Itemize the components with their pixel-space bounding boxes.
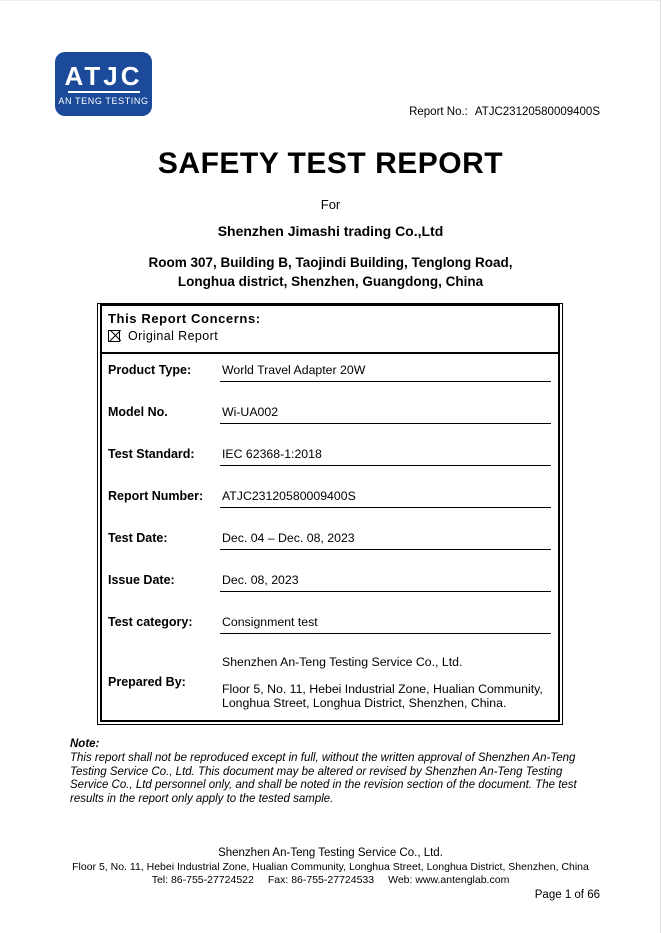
client-address-line2: Longhua district, Shenzhen, Guangdong, China — [177, 273, 484, 289]
table-row — [102, 564, 558, 606]
client-name: Shenzhen Jimashi trading Co.,Ltd — [217, 223, 444, 239]
row-label-issue-date: Issue Date: — [108, 573, 175, 587]
page-title: SAFETY TEST REPORT — [157, 147, 504, 180]
table-row — [102, 522, 558, 564]
row-value-test-category: Consignment test — [220, 615, 551, 634]
footer-web: Web: www.antenglab.com — [388, 874, 510, 886]
table-row — [102, 396, 558, 438]
row-label-test-standard: Test Standard: — [108, 447, 195, 461]
footer-tel: Tel: 86-755-27724522 — [151, 874, 254, 886]
for-label: For — [320, 197, 341, 212]
original-report-checkbox[interactable] — [108, 330, 120, 342]
row-label-test-date: Test Date: — [108, 531, 168, 545]
row-label-report-number: Report Number: — [108, 489, 204, 503]
original-report-option — [108, 329, 552, 343]
table-row — [102, 438, 558, 480]
table-row — [102, 480, 558, 522]
prepared-by-row — [102, 648, 558, 720]
prepared-by-address: Floor 5, No. 11, Hebei Industrial Zone, Hualian Community, Longhua Street, Longhua District, Shenzhen, China. — [222, 681, 543, 710]
logo-divider — [68, 91, 140, 93]
prepared-by-label: Prepared By: — [108, 675, 186, 689]
report-number-line — [409, 106, 600, 118]
row-value-report-number: ATJC23120580009400S — [220, 489, 551, 508]
table-row — [102, 354, 558, 396]
client-address — [0, 254, 661, 291]
row-value-model-no: Wi-UA002 — [220, 405, 551, 424]
atjc-logo — [55, 52, 152, 116]
row-label-test-category: Test category: — [108, 615, 193, 629]
footer-company: Shenzhen An-Teng Testing Service Co., Ltd. — [218, 847, 443, 859]
prepared-by-company: Shenzhen An-Teng Testing Service Co., Ltd. — [222, 654, 463, 669]
note-section — [70, 738, 600, 806]
row-value-test-date: Dec. 04 – Dec. 08, 2023 — [220, 531, 551, 550]
row-label-model-no: Model No. — [108, 405, 168, 419]
page-number: Page 1 of 66 — [534, 889, 600, 901]
report-concerns-title: This Report Concerns: — [108, 311, 261, 326]
row-value-test-standard: IEC 62368-1:2018 — [220, 447, 551, 466]
footer-contact — [0, 874, 661, 886]
original-report-label: Original Report — [128, 329, 219, 343]
report-info-table — [97, 303, 563, 725]
footer-address: Floor 5, No. 11, Hebei Industrial Zone, Hualian Community, Longhua Street, Longhua District, Shenzhen, China — [72, 861, 589, 873]
report-number-label: Report No.: — [409, 106, 468, 118]
footer-fax: Fax: 86-755-27724533 — [267, 874, 375, 886]
row-value-product-type: World Travel Adapter 20W — [220, 363, 551, 382]
table-row — [102, 606, 558, 648]
report-number-value: ATJC23120580009400S — [474, 106, 600, 118]
row-value-issue-date: Dec. 08, 2023 — [220, 573, 551, 592]
row-label-product-type: Product Type: — [108, 363, 192, 377]
logo-acronym: ATJC — [64, 60, 143, 91]
note-text: This report shall not be reproduced except in full, without the written approval of Shenzhen An-Teng Testing Service Co., Ltd. This document may be altered or revised by Shenzhen An-Teng Testing Service Co., Ltd personnel only, and shall be noted in the revision section of the document. The test results in the report only apply to the tested sample. — [70, 752, 577, 805]
report-concerns-row — [102, 306, 558, 354]
client-address-line1: Room 307, Building B, Taojindi Building, Tenglong Road, — [148, 255, 513, 270]
note-title: Note: — [70, 738, 100, 750]
logo-subtitle: AN TENG TESTING — [58, 95, 149, 106]
